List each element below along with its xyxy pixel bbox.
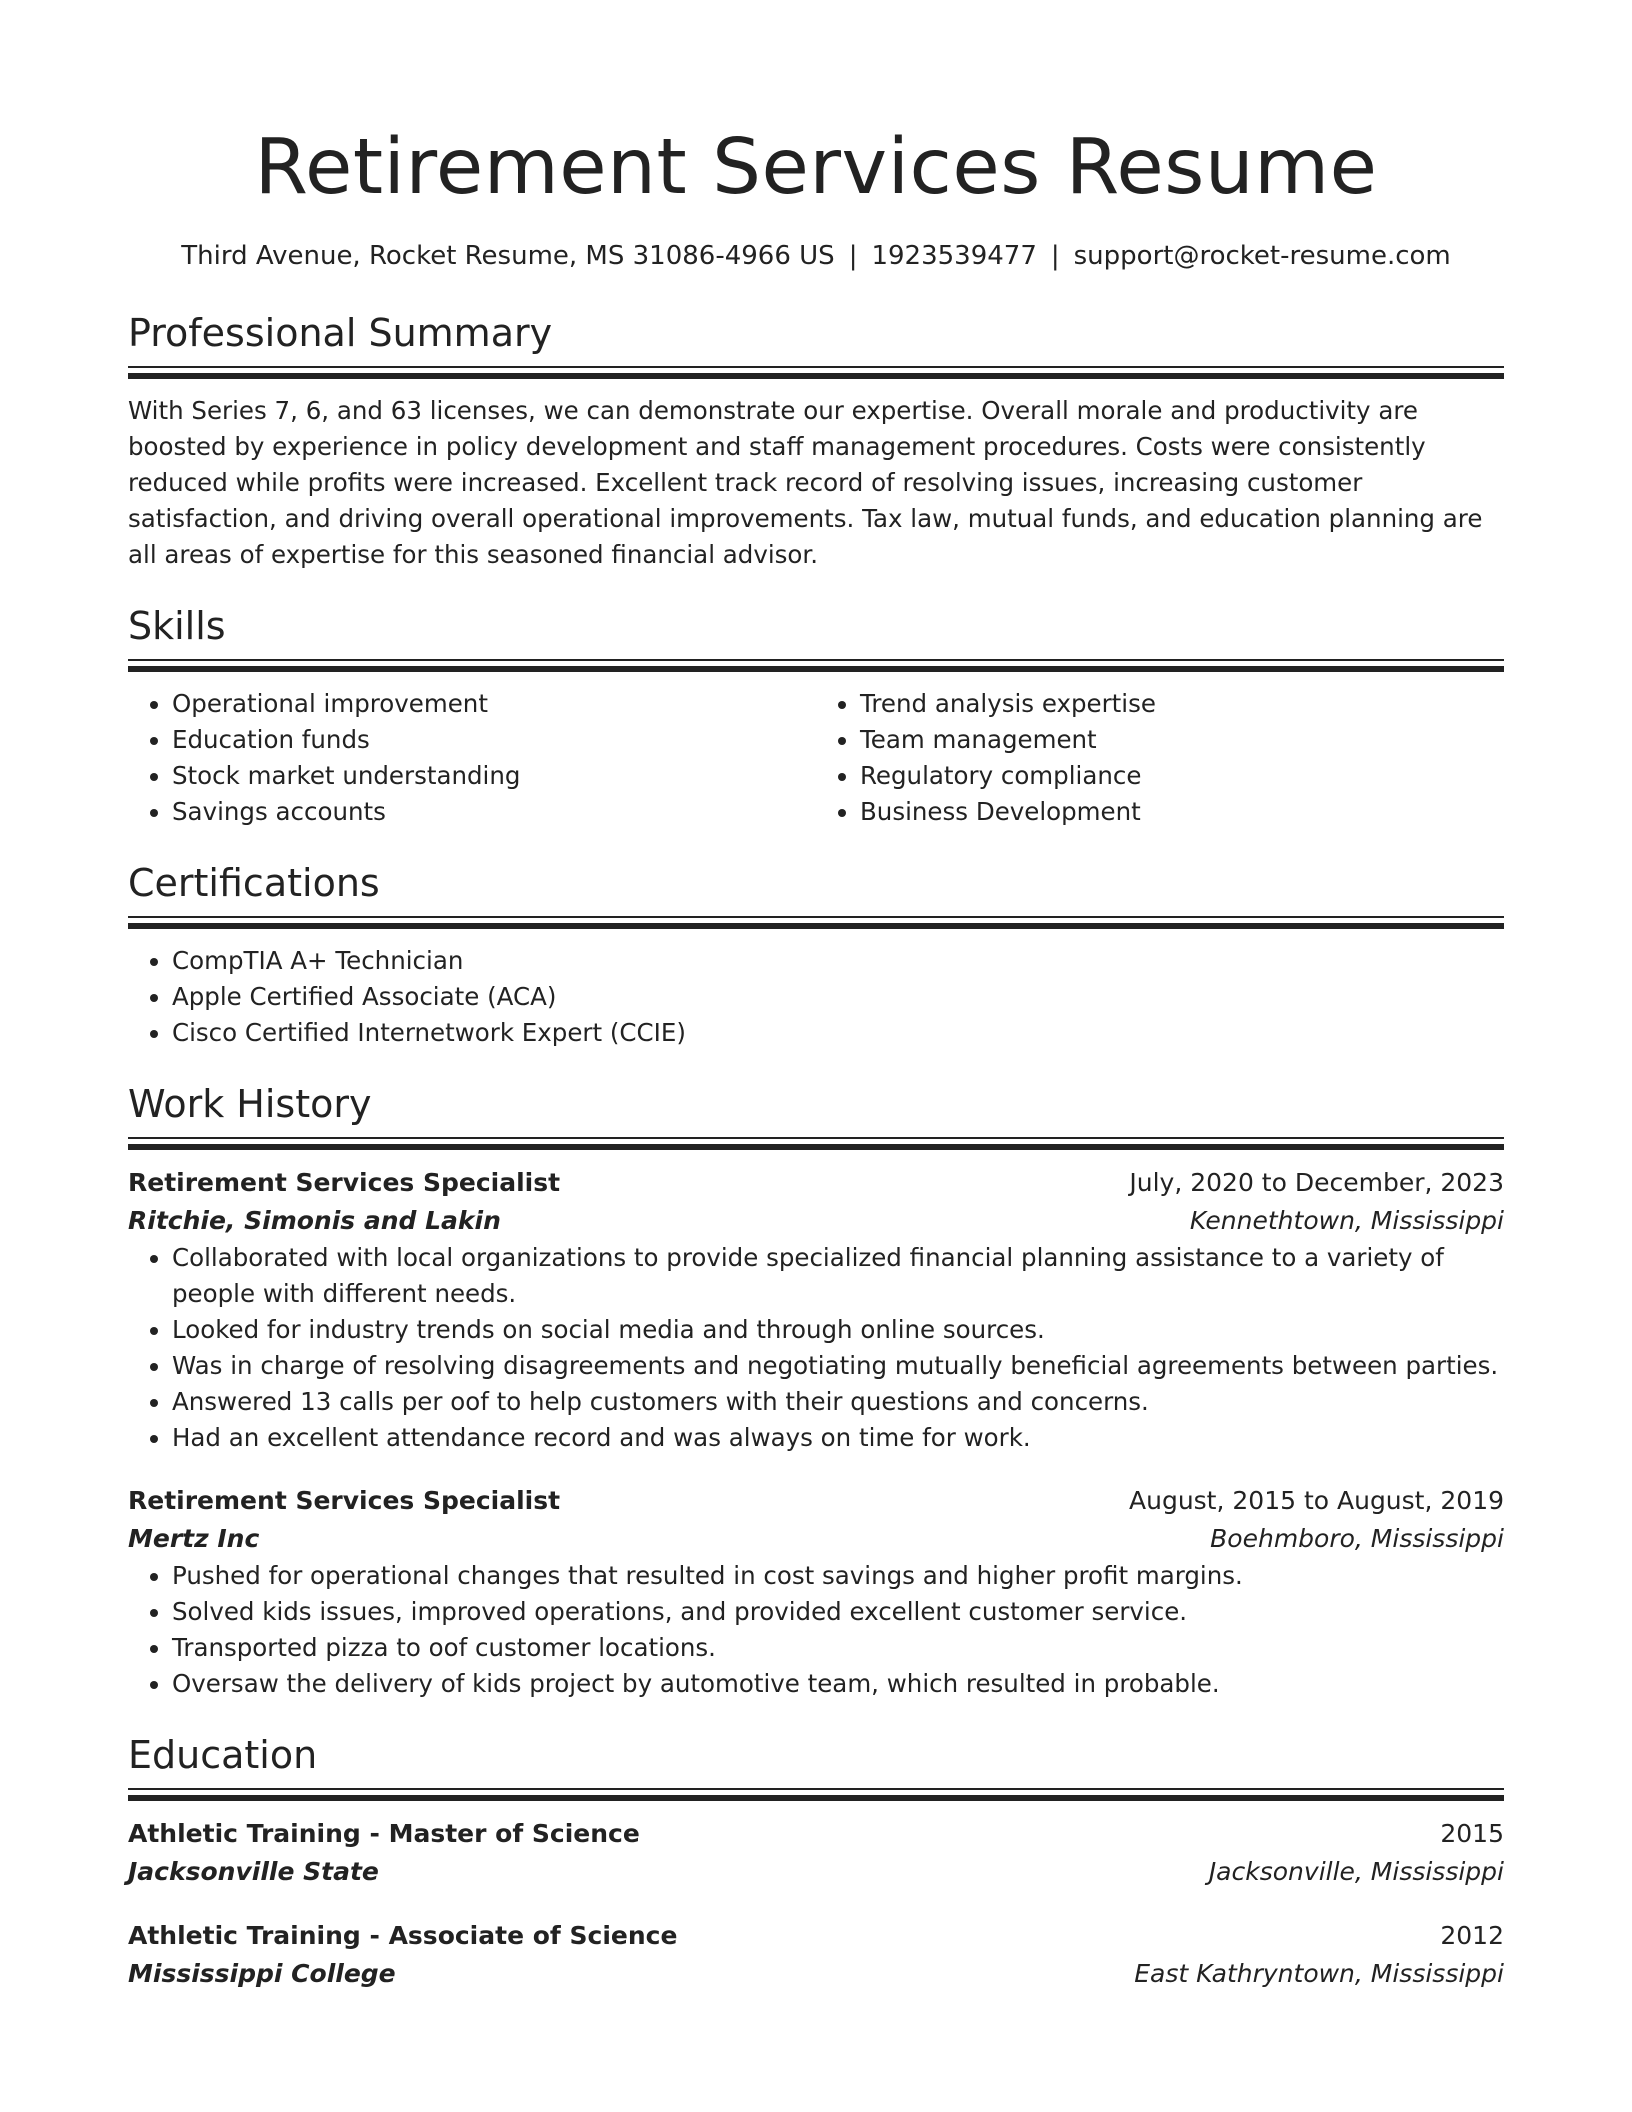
contact-phone: 1923539477 <box>871 241 1037 271</box>
job-entry <box>128 1164 1504 1456</box>
job-bullet: • Was in charge of resolving disagreements and negotiating mutually beneficial agreements between parties. <box>172 1348 1504 1384</box>
job-bullets <box>128 1240 1504 1456</box>
section-title-summary: Professional Summary <box>128 311 553 355</box>
education-location: East Kathryntown, Mississippi <box>1134 1959 1504 1988</box>
job-location: Kennethtown, Mississippi <box>1189 1206 1504 1235</box>
job-company: Ritchie, Simonis and Lakin <box>128 1206 501 1235</box>
job-bullet: • Pushed for operational changes that resulted in cost savings and higher profit margins. <box>172 1558 1504 1594</box>
summary-text: With Series 7, 6, and 63 licenses, we can demonstrate our expertise. Overall morale and productivity are boosted by experience in policy development and staff management procedures. Costs were consistently reduced while profits were increased. Excellent track record of resolving issues, increasing customer satisfaction, and driving overall operational improvements. Tax law, mutual funds, and education planning are all areas of expertise for this seasoned financial advisor. <box>128 396 1483 569</box>
job-header <box>128 1164 1504 1202</box>
job-subheader <box>128 1520 1504 1558</box>
job-bullet: • Answered 13 calls per oof to help customers with their questions and concerns. <box>172 1384 1504 1420</box>
contact-separator: | <box>1050 241 1060 271</box>
section-divider <box>128 659 1504 672</box>
job-bullets <box>128 1558 1504 1702</box>
education-entry <box>128 1815 1504 1891</box>
section-divider <box>128 1788 1504 1801</box>
education-header <box>128 1917 1504 1955</box>
contact-separator: | <box>848 241 858 271</box>
section-title-work: Work History <box>128 1082 372 1126</box>
job-bullet: • Transported pizza to oof customer locations. <box>172 1630 1504 1666</box>
section-title-skills: Skills <box>128 604 226 648</box>
job-location: Boehmboro, Mississippi <box>1210 1524 1504 1553</box>
skill-item: • Operational improvement <box>172 686 816 722</box>
job-dates: July, 2020 to December, 2023 <box>1129 1168 1504 1197</box>
education-subheader <box>128 1955 1504 1993</box>
education-location: Jacksonville, Mississippi <box>1208 1857 1504 1886</box>
education-section <box>128 1722 1504 1993</box>
section-divider <box>128 366 1504 379</box>
summary-section <box>128 300 1504 573</box>
contact-line <box>128 238 1504 274</box>
job-company: Mertz Inc <box>128 1524 260 1553</box>
job-bullet: • Collaborated with local organizations to provide specialized financial planning assistance to a variety of people with different needs. <box>172 1240 1504 1312</box>
certification-item: • Cisco Certified Internetwork Expert (CCIE) <box>172 1015 1504 1051</box>
section-title-certifications: Certifications <box>128 861 380 905</box>
skill-item: • Business Development <box>860 794 1504 830</box>
job-dates: August, 2015 to August, 2019 <box>1129 1486 1504 1515</box>
skill-item: • Team management <box>860 722 1504 758</box>
education-school: Mississippi College <box>128 1959 396 1988</box>
work-section <box>128 1071 1504 1702</box>
certification-item: • CompTIA A+ Technician <box>172 943 1504 979</box>
skill-item: • Education funds <box>172 722 816 758</box>
contact-email[interactable]: support@rocket-resume.com <box>1073 241 1451 271</box>
education-school: Jacksonville State <box>128 1857 379 1886</box>
job-entry <box>128 1482 1504 1702</box>
section-divider <box>128 916 1504 929</box>
skill-item: • Regulatory compliance <box>860 758 1504 794</box>
education-year: 2015 <box>1440 1819 1504 1848</box>
job-bullet: • Oversaw the delivery of kids project by automotive team, which resulted in probable. <box>172 1666 1504 1702</box>
job-bullet: • Looked for industry trends on social media and through online sources. <box>172 1312 1504 1348</box>
job-bullet: • Had an excellent attendance record and was always on time for work. <box>172 1420 1504 1456</box>
skill-item: • Trend analysis expertise <box>860 686 1504 722</box>
skills-section <box>128 593 1504 830</box>
resume-title: Retirement Services Resume <box>254 123 1378 212</box>
job-title: Retirement Services Specialist <box>128 1168 561 1197</box>
education-degree: Athletic Training - Associate of Science <box>128 1921 678 1950</box>
education-degree: Athletic Training - Master of Science <box>128 1819 640 1848</box>
education-header <box>128 1815 1504 1853</box>
skills-list-left <box>128 686 816 830</box>
section-title-education: Education <box>128 1733 318 1777</box>
job-subheader <box>128 1202 1504 1240</box>
job-title: Retirement Services Specialist <box>128 1486 561 1515</box>
job-bullet: • Solved kids issues, improved operations, and provided excellent customer service. <box>172 1594 1504 1630</box>
education-year: 2012 <box>1440 1921 1504 1950</box>
skills-list-right <box>816 686 1504 830</box>
certifications-list <box>128 943 1504 1051</box>
skills-grid <box>128 686 1504 830</box>
contact-address: Third Avenue, Rocket Resume, MS 31086-4966 US <box>181 241 835 271</box>
section-divider <box>128 1137 1504 1150</box>
job-header <box>128 1482 1504 1520</box>
skill-item: • Savings accounts <box>172 794 816 830</box>
education-subheader <box>128 1853 1504 1891</box>
certification-item: • Apple Certified Associate (ACA) <box>172 979 1504 1015</box>
certifications-section <box>128 850 1504 1051</box>
skill-item: • Stock market understanding <box>172 758 816 794</box>
education-entry <box>128 1917 1504 1993</box>
